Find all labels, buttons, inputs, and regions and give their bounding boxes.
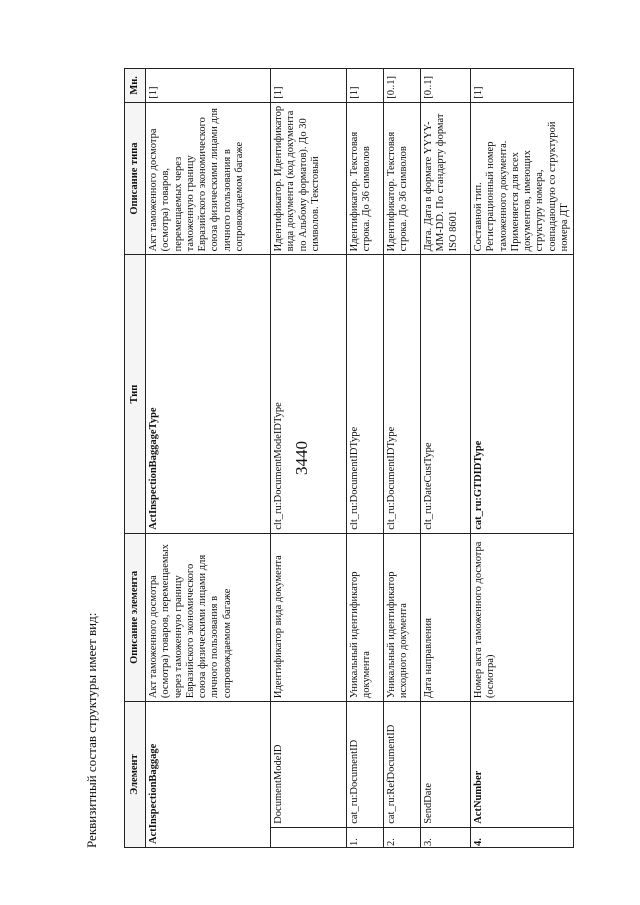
header-type: Тип: [125, 255, 146, 533]
cell-type-desc: Дата. Дата в формате YYYY-MM-DD. По стандарту формат ISO 8601: [421, 102, 471, 255]
cell-element-desc: Уникальный идентификатор документа: [347, 533, 384, 701]
cell-mult: [0..1]: [421, 69, 471, 103]
cell-mult: [1]: [347, 69, 384, 103]
cell-num: [271, 827, 347, 847]
cell-type: clt_ru:DateCustType: [421, 255, 471, 533]
cell-type: clt_ru:DocumentIDType: [384, 255, 421, 533]
table-row: [384, 69, 421, 848]
cell-element-desc: Идентификатор вида документа: [271, 533, 347, 701]
cell-type-desc: Идентификатор. Текстовая строка. До 36 символов: [384, 102, 421, 255]
cell-num: 2.: [384, 827, 421, 847]
cell-mult: [1]: [146, 69, 271, 103]
cell-element: SendDate: [421, 702, 471, 828]
cell-element: DocumentModeID: [271, 702, 347, 828]
header-mult: Мн.: [125, 69, 146, 103]
cell-num: 1.: [347, 827, 384, 847]
cell-type: clt_ru:DocumentIDType: [347, 255, 384, 533]
cell-num: 3.: [421, 827, 471, 847]
header-element-desc: Описание элемента: [125, 533, 146, 701]
table-row: [271, 69, 347, 848]
page-number: 3440: [292, 441, 311, 475]
cell-element-desc: Дата направления: [421, 533, 471, 701]
cell-element-desc: Номер акта таможенного досмотра (осмотра): [471, 533, 574, 701]
cell-element: ActNumber: [471, 702, 574, 828]
table-row: [471, 69, 574, 848]
table-row: [146, 69, 271, 848]
cell-element-desc: Уникальный идентификатор исходного документа: [384, 533, 421, 701]
cell-type: clt_ru:DocumentModeIDType: [271, 255, 347, 533]
structure-table: [124, 68, 574, 848]
cell-element: ActInspectionBaggage: [146, 702, 271, 848]
header-type-desc: Описание типа: [125, 102, 146, 255]
cell-element-desc: Акт таможенного досмотра (осмотра) товаров, перемещаемых через таможенную границу Евразийского экономического союза физическими лицами для личного пользования в сопровождаемом багаже: [146, 533, 271, 701]
cell-type-desc: Идентификатор. Текстовая строка. До 36 символов: [347, 102, 384, 255]
cell-type-desc: Идентификатор. Идентификатор вида документа (код документа по Альбому форматов). До 30 символов. Текстовый: [271, 102, 347, 255]
cell-type-desc: Акт таможенного досмотра (осмотра) товаров, перемещаемых через таможенную границу Евразийского экономического союза физическими лицами для личного пользования в сопровождаемом багаже: [146, 102, 271, 255]
cell-type-desc: Составной тип. Регистрационный номер таможенного документа. Применяется для всех документов, имеющих структуру номера, совпадающую со структурой номера ДТ: [471, 102, 574, 255]
table-row: [421, 69, 471, 848]
intro-text: Реквизитный состав структуры имеет вид:: [84, 612, 99, 848]
cell-mult: [1]: [271, 69, 347, 103]
cell-type: cat_ru:GTDIDType: [471, 255, 574, 533]
header-element: Элемент: [125, 702, 146, 848]
cell-num: 4.: [471, 827, 574, 847]
cell-type: ActInspectionBaggageType: [146, 255, 271, 533]
rotated-content: [84, 68, 584, 848]
table-header-row: [125, 69, 146, 848]
table-row: [347, 69, 384, 848]
cell-element: cat_ru:DocumentID: [347, 702, 384, 828]
cell-mult: [1]: [471, 69, 574, 103]
cell-element: cat_ru:RefDocumentID: [384, 702, 421, 828]
cell-mult: [0..1]: [384, 69, 421, 103]
